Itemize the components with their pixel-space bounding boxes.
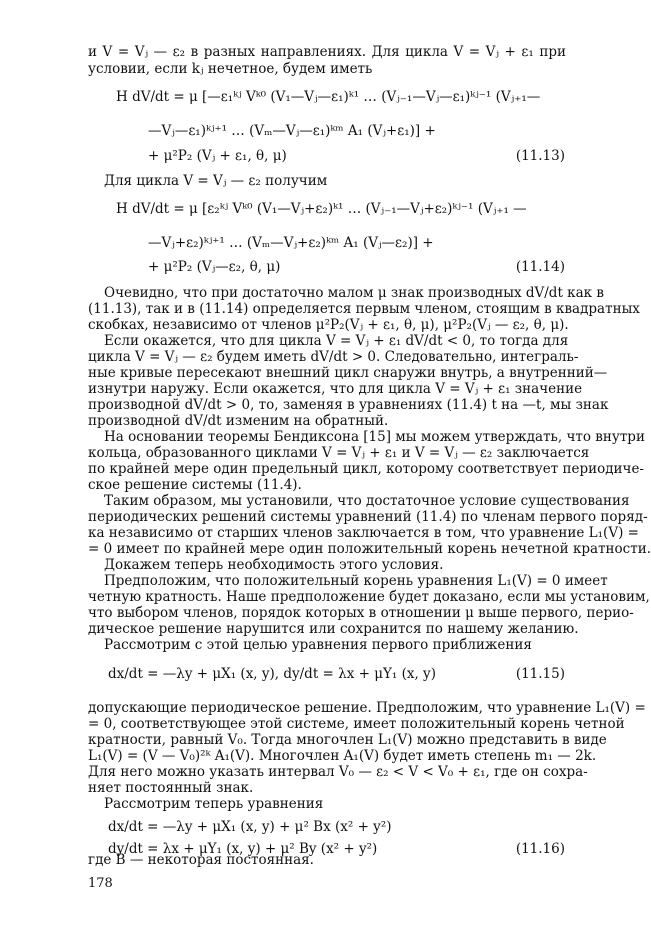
equation-11-14-line3: + μ²P₂ (Vⱼ—ε₂, θ, μ)	[148, 259, 281, 275]
text-line: няет постоянный знак.	[88, 780, 254, 796]
text-line: изнутри наружу. Если окажется, что для цикла V = Vⱼ + ε₁ значение	[88, 381, 583, 397]
text-line: условии, если kⱼ нечетное, будем иметь	[88, 61, 373, 77]
text-line: Предположим, что положительный корень уравнения L₁(V) = 0 имеет	[104, 573, 608, 589]
text-line: Для него можно указать интервал V₀ — ε₂ < V < V₀ + ε₁, где он сохра-	[88, 764, 588, 780]
text-line: по крайней мере один предельный цикл, которому соответствует периодиче-	[88, 461, 644, 477]
text-line: периодических решений системы уравнений (11.4) по членам первого поряд-	[88, 509, 648, 525]
text-line: Для цикла V = Vⱼ — ε₂ получим	[104, 173, 328, 189]
equation-11-13-line3: + μ²P₂ (Vⱼ + ε₁, θ, μ)	[148, 148, 287, 164]
text-line: кратности, равный V₀. Тогда многочлен L₁(V) можно представить в виде	[88, 732, 607, 748]
equation-11-13-line1: H dV/dt = μ [—ε₁ᵏʲ Vᵏ⁰ (V₁—Vⱼ—ε₁)ᵏ¹ … (Vⱼ₋₁—Vⱼ—ε₁)ᵏʲ⁻¹ (Vⱼ₊₁—	[116, 89, 541, 105]
text-line: цикла V = Vⱼ — ε₂ будем иметь dV/dt > 0. Следовательно, интеграль-	[88, 349, 579, 365]
equation-number: (11.15)	[515, 666, 565, 682]
text-line: (11.13), так и в (11.14) определяется первым членом, стоящим в квадратных	[88, 301, 640, 317]
equation-11-14-line2: —Vⱼ+ε₂)ᵏʲ⁺¹ … (Vₘ—Vⱼ+ε₂)ᵏᵐ A₁ (Vⱼ—ε₂)] +	[148, 235, 434, 251]
text-line: На основании теоремы Бендиксона [15] мы можем утверждать, что внутри	[104, 429, 645, 445]
text-line: дическое решение нарушится или сохранится по нашему желанию.	[88, 621, 579, 637]
equation-11-13-line2: —Vⱼ—ε₁)ᵏʲ⁺¹ … (Vₘ—Vⱼ—ε₁)ᵏᵐ A₁ (Vⱼ+ε₁)] +	[148, 123, 436, 139]
equation-11-15: dx/dt = —λy + μX₁ (x, y), dy/dt = λx + μY₁ (x, y)	[108, 666, 436, 682]
text-line: = 0, соответствующее этой системе, имеет положительный корень четной	[88, 716, 625, 732]
page-number: 178	[88, 876, 113, 891]
text-line: = 0 имеет по крайней мере один положительный корень нечетной кратности.	[88, 541, 651, 557]
text-line: Рассмотрим теперь уравнения	[104, 796, 324, 812]
text-line: ка независимо от старших членов заключается в том, что уравнение L₁(V) =	[88, 525, 639, 541]
text-line: где B — некоторая постоянная.	[88, 852, 314, 868]
text-line: допускающие периодическое решение. Предположим, что уравнение L₁(V) =	[88, 700, 646, 716]
text-line: что выбором членов, порядок которых в отношении μ выше первого, перио-	[88, 605, 634, 621]
text-line: кольца, образованного циклами V = Vⱼ + ε₁ и V = Vⱼ — ε₂ заключается	[88, 445, 590, 461]
equation-number: (11.16)	[515, 841, 565, 857]
text-line: скобках, независимо от членов μ²P₂(Vⱼ + ε₁, θ, μ), μ²P₂(Vⱼ — ε₂, θ, μ).	[88, 317, 569, 333]
text-line: Докажем теперь необходимость этого условия.	[104, 557, 444, 573]
text-line: L₁(V) = (V — V₀)²ᵏ A₁(V). Многочлен A₁(V) будет иметь степень m₁ — 2k.	[88, 748, 597, 764]
text-line: Таким образом, мы установили, что достаточное условие существования	[104, 493, 630, 509]
text-line: Рассмотрим с этой целью уравнения первого приближения	[104, 637, 532, 653]
equation-11-16-line1: dx/dt = —λy + μX₁ (x, y) + μ² Bx (x² + y²)	[108, 819, 392, 835]
equation-number: (11.13)	[515, 148, 565, 164]
text-line: производной dV/dt изменим на обратный.	[88, 413, 389, 429]
text-line: Если окажется, что для цикла V = Vⱼ + ε₁ dV/dt < 0, то тогда для	[104, 333, 569, 349]
text-line: и V = Vⱼ — ε₂ в разных направлениях. Для цикла V = Vⱼ + ε₁ при	[88, 44, 566, 60]
text-line: ные кривые пересекают внешний цикл снаружи внутрь, а внутренний—	[88, 365, 608, 381]
equation-number: (11.14)	[515, 259, 565, 275]
equation-11-14-line1: H dV/dt = μ [ε₂ᵏʲ Vᵏ⁰ (V₁—Vⱼ+ε₂)ᵏ¹ … (Vⱼ₋₁—Vⱼ+ε₂)ᵏʲ⁻¹ (Vⱼ₊₁ —	[116, 201, 527, 217]
text-line: четную кратность. Наше предположение будет доказано, если мы установим,	[88, 589, 650, 605]
text-line: ское решение системы (11.4).	[88, 477, 302, 493]
text-line: Очевидно, что при достаточно малом μ знак производных dV/dt как в	[104, 285, 604, 301]
text-line: производной dV/dt > 0, то, заменяя в уравнениях (11.4) t на —t, мы знак	[88, 397, 609, 413]
equation-11-16-line2: dy/dt = λx + μY₁ (x, y) + μ² By (x² + y²)	[108, 841, 378, 857]
